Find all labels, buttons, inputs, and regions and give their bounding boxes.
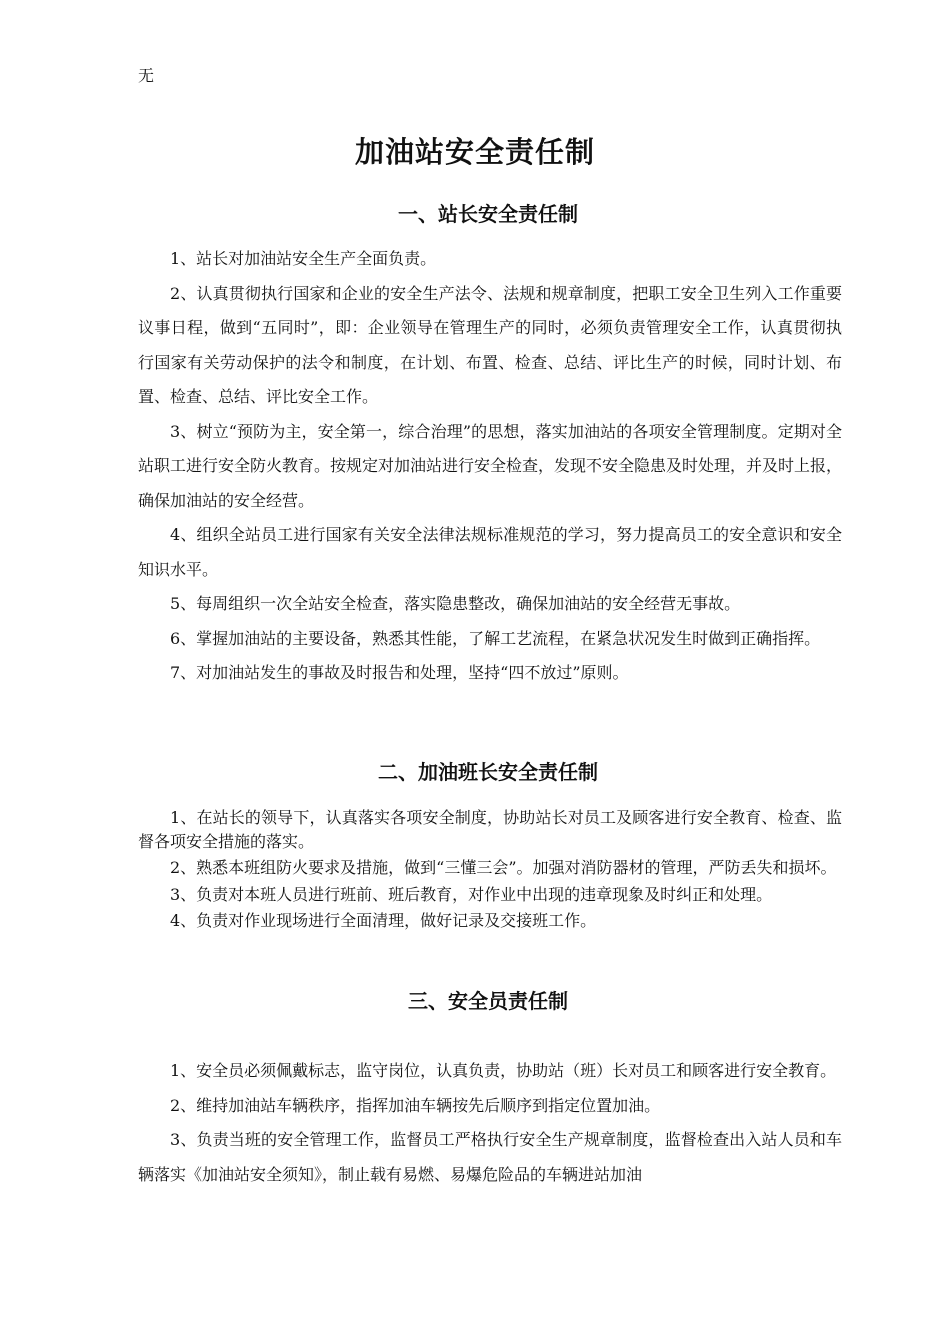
paragraph: 5、每周组织一次全站安全检查，落实隐患整改，确保加油站的安全经营无事故。 bbox=[170, 594, 741, 613]
paragraph: 4、组织全站员工进行国家有关安全法律法规标准规范的学习，努力提高员工的安全意识和安全知识水平。 bbox=[138, 525, 842, 579]
section-body-3 bbox=[138, 1054, 842, 1192]
paragraph: 3、树立“预防为主，安全第一，综合治理”的思想，落实加油站的各项安全管理制度。定期对全站职工进行安全防火教育。按规定对加油站进行安全检查，发现不安全隐患及时处理，并及时上报，确保加油站的安全经营。 bbox=[138, 421, 843, 510]
header-note: 无 bbox=[138, 66, 155, 85]
section-heading-1: 一、站长安全责任制 bbox=[398, 202, 578, 226]
paragraph: 7、对加油站发生的事故及时报告和处理，坚持“四不放过”原则。 bbox=[170, 663, 629, 682]
paragraph: 1、在站长的领导下，认真落实各项安全制度，协助站长对员工及顾客进行安全教育、检查、监督各项安全措施的落实。 bbox=[138, 808, 842, 851]
paragraph: 3、负责当班的安全管理工作，监督员工严格执行安全生产规章制度，监督检查出入站人员和车辆落实《加油站安全须知》，制止载有易燃、易爆危险品的车辆进站加油 bbox=[138, 1130, 842, 1184]
section-heading-3: 三、安全员责任制 bbox=[408, 989, 568, 1013]
section-body-2 bbox=[138, 806, 842, 936]
section-heading-2: 二、加油班长安全责任制 bbox=[378, 760, 598, 784]
page-title: 加油站安全责任制 bbox=[354, 135, 595, 169]
paragraph: 2、熟悉本班组防火要求及措施，做到“三懂三会”。加强对消防器材的管理，严防丢失和损坏。 bbox=[170, 858, 837, 877]
paragraph: 2、维持加油站车辆秩序，指挥加油车辆按先后顺序到指定位置加油。 bbox=[170, 1095, 661, 1115]
paragraph: 3、负责对本班人员进行班前、班后教育，对作业中出现的违章现象及时纠正和处理。 bbox=[170, 884, 773, 904]
paragraph: 6、掌握加油站的主要设备，熟悉其性能，了解工艺流程，在紧急状况发生时做到正确指挥。 bbox=[170, 628, 821, 648]
paragraph: 2、认真贯彻执行国家和企业的安全生产法令、法规和规章制度，把职工安全卫生列入工作重要议事日程，做到“五同时”，即：企业领导在管理生产的同时，必须负责管理安全工作，认真贯彻执行国家有关劳动保护的法令和制度，在计划、布置、检查、总结、评比生产的时候，同时计划、布置、检查、总结、评比安全工作。 bbox=[138, 283, 842, 406]
paragraph: 1、安全员必须佩戴标志，监守岗位，认真负责，协助站（班）长对员工和顾客进行安全教育。 bbox=[170, 1061, 837, 1080]
paragraph: 4、负责对作业现场进行全面清理，做好记录及交接班工作。 bbox=[170, 911, 597, 930]
section-body-1 bbox=[138, 242, 842, 691]
paragraph: 1、站长对加油站安全生产全面负责。 bbox=[170, 249, 437, 268]
